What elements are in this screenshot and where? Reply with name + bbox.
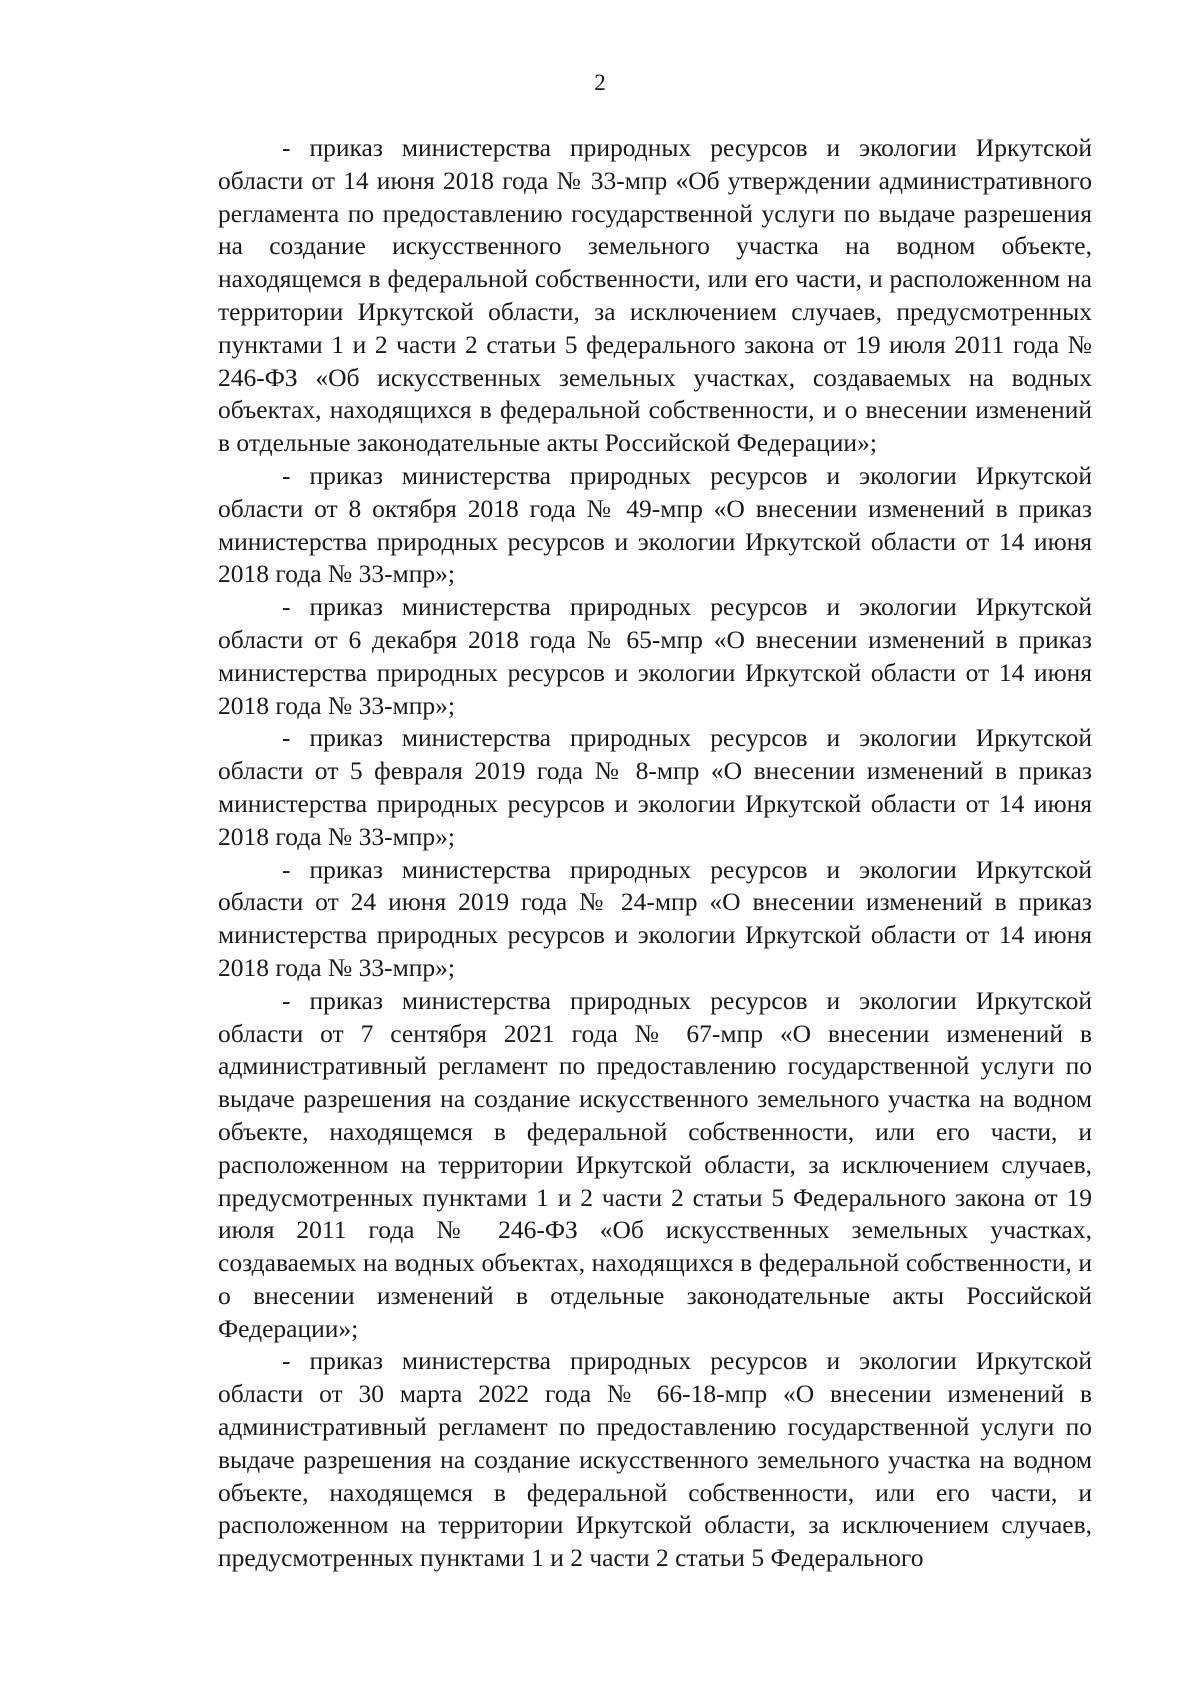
paragraph: - приказ министерства природных ресурсов и экологии Иркутской области от 24 июня 2019 года № 24-мпр «О внесении изменений в приказ министерства природных ресурсов и экологии Иркутской области от 14 июня 2018 года № 33-мпр»;	[218, 854, 1092, 982]
page-number: 2	[594, 70, 606, 95]
paragraph: - приказ министерства природных ресурсов и экологии Иркутской области от 6 декабря 2018 года № 65-мпр «О внесении изменений в приказ министерства природных ресурсов и экологии Иркутской области от 14 июня 2018 года № 33-мпр»;	[218, 592, 1092, 720]
paragraph: - приказ министерства природных ресурсов и экологии Иркутской области от 14 июня 2018 года № 33-мпр «Об утверждении административного регламента по предоставлению государственной услуги по выдаче разрешения на создание искусственного земельного участка на водном объекте, находящемся в федеральной собственности, или его части, и расположенном на территории Иркутской области, за исключением случаев, предусмотренных пунктами 1 и 2 части 2 статьи 5 федерального закона от 19 июля 2011 года № 246-ФЗ «Об искусственных земельных участках, создаваемых на водных объектах, находящихся в федеральной собственности, и о внесении изменений в отдельные законодательные акты Российской Федерации»;	[218, 133, 1092, 458]
document-body	[218, 132, 1092, 1575]
paragraph: - приказ министерства природных ресурсов и экологии Иркутской области от 30 марта 2022 года № 66-18-мпр «О внесении изменений в административный регламент по предоставлению государственной услуги по выдаче разрешения на создание искусственного земельного участка на водном объекте, находящемся в федеральной собственности, или его части, и расположенном на территории Иркутской области, за исключением случаев, предусмотренных пунктами 1 и 2 части 2 статьи 5 Федерального	[218, 1346, 1092, 1573]
paragraph: - приказ министерства природных ресурсов и экологии Иркутской области от 8 октября 2018 года № 49-мпр «О внесении изменений в приказ министерства природных ресурсов и экологии Иркутской области от 14 июня 2018 года № 33-мпр»;	[218, 460, 1092, 589]
paragraph: - приказ министерства природных ресурсов и экологии Иркутской области от 7 сентября 2021 года № 67-мпр «О внесении изменений в административный регламент по предоставлению государственной услуги по выдаче разрешения на создание искусственного земельного участка на водном объекте, находящемся в федеральной собственности, или его части, и расположенном на территории Иркутской области, за исключением случаев, предусмотренных пунктами 1 и 2 части 2 статьи 5 Федерального закона от 19 июля 2011 года № 246-ФЗ «Об искусственных земельных участках, создаваемых на водных объектах, находящихся в федеральной собственности, и о внесении изменений в отдельные законодательные акты Российской Федерации»;	[218, 985, 1092, 1343]
paragraph: - приказ министерства природных ресурсов и экологии Иркутской области от 5 февраля 2019 года № 8-мпр «О внесении изменений в приказ министерства природных ресурсов и экологии Иркутской области от 14 июня 2018 года № 33-мпр»;	[218, 723, 1092, 851]
